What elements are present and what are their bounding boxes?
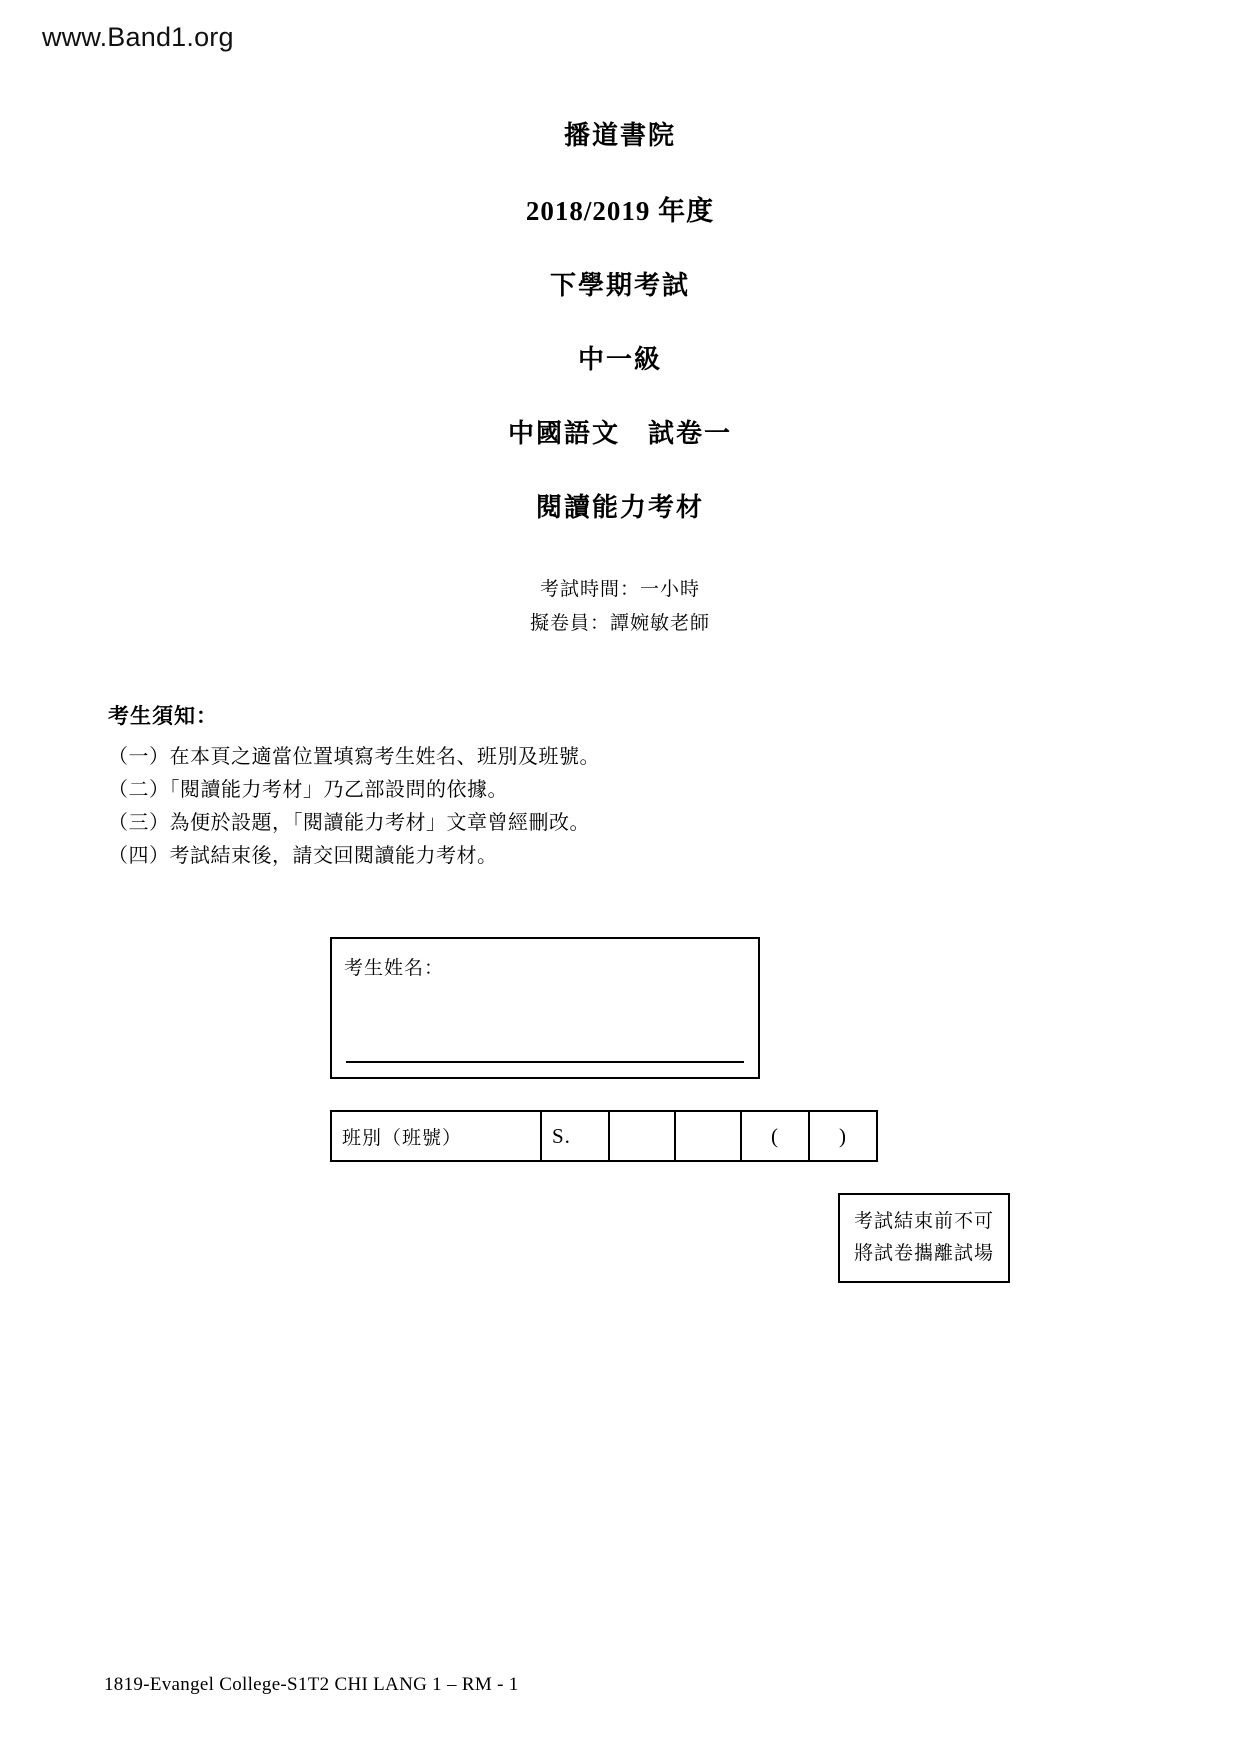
candidate-instructions <box>108 700 1008 872</box>
subject-title: 中國語文 試卷一 <box>507 419 732 449</box>
candidate-name-box[interactable] <box>330 937 760 1079</box>
site-url-watermark: www.Band1.org <box>42 22 234 52</box>
instruction-item-3: （三）為便於設題，「閱讀能力考材」文章曾經刪改。 <box>108 810 590 834</box>
term-title: 下學期考試 <box>549 271 690 301</box>
instruction-item-1: （一）在本頁之適當位置填寫考生姓名、班別及班號。 <box>108 744 600 768</box>
instructions-heading: 考生須知： <box>108 704 218 728</box>
exam-setter: 擬卷員：譚婉敏老師 <box>529 612 710 634</box>
instruction-item-4: （四）考試結束後，請交回閱讀能力考材。 <box>108 843 498 867</box>
class-number-table[interactable] <box>330 1110 878 1162</box>
class-open-paren-cell: ( <box>741 1111 809 1161</box>
academic-year: 2018/2019 年度 <box>525 196 715 226</box>
exam-meta <box>0 572 1240 640</box>
class-blank-cell-2[interactable] <box>675 1111 741 1161</box>
warning-line-1: 考試結束前不可 <box>853 1210 994 1232</box>
instruction-item-2: （二）「閱讀能力考材」乃乙部設問的依據。 <box>108 777 508 801</box>
paper-title: 閱讀能力考材 <box>535 493 704 523</box>
class-label-cell: 班別（班號） <box>331 1111 541 1161</box>
school-name: 播道書院 <box>563 121 676 151</box>
exam-title-block <box>0 115 1240 561</box>
do-not-remove-warning-box <box>838 1193 1010 1283</box>
class-blank-cell-1[interactable] <box>609 1111 675 1161</box>
class-prefix-cell: S. <box>541 1111 609 1161</box>
class-close-paren-cell: ) <box>809 1111 877 1161</box>
table-row <box>331 1111 877 1161</box>
page-footer: 1819-Evangel College-S1T2 CHI LANG 1 – RM - 1 <box>104 1674 519 1695</box>
candidate-name-label: 考生姓名： <box>344 957 445 979</box>
warning-line-2: 將試卷攜離試場 <box>853 1242 994 1264</box>
exam-duration: 考試時間：一小時 <box>539 578 700 600</box>
candidate-name-writing-line[interactable] <box>346 1061 744 1063</box>
level-title: 中一級 <box>577 345 662 375</box>
